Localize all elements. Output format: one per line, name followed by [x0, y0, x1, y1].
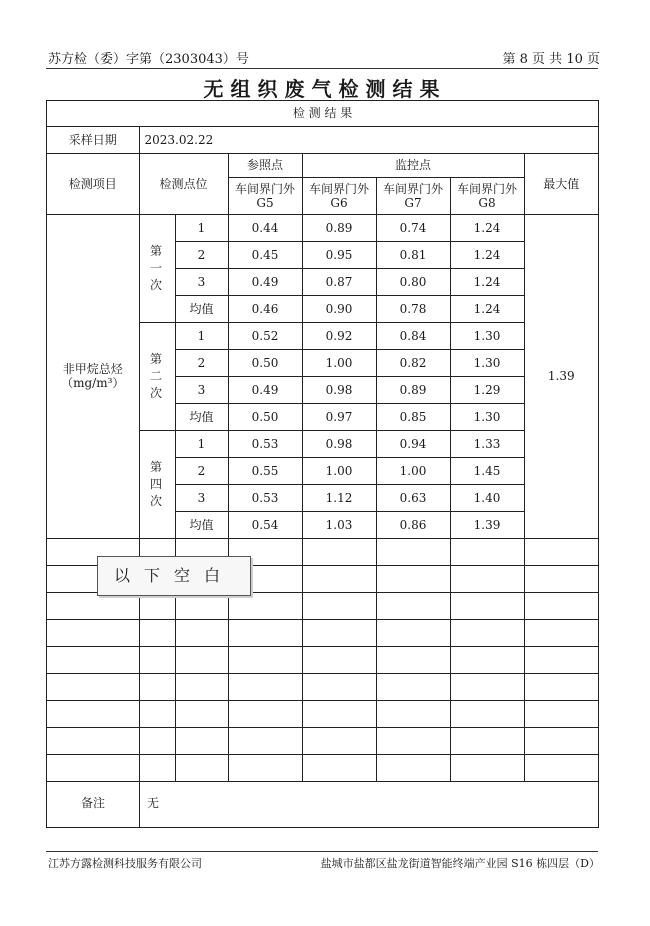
round-label-char: 第 [149, 351, 164, 366]
round-label [139, 430, 175, 538]
footer-rule [46, 851, 598, 852]
empty-cell [524, 700, 598, 727]
blank-below-stamp: 以下空白 [97, 556, 251, 596]
col-max-header: 最大值 [524, 153, 598, 214]
value-cell: 1.30 [450, 322, 524, 349]
sample-index: 1 [175, 322, 228, 349]
value-cell: 0.50 [228, 403, 302, 430]
empty-cell [376, 646, 450, 673]
empty-cell [302, 673, 376, 700]
value-cell: 0.80 [376, 268, 450, 295]
sample-index: 2 [175, 349, 228, 376]
value-cell: 1.00 [376, 457, 450, 484]
value-cell: 0.90 [302, 295, 376, 322]
empty-cell [228, 673, 302, 700]
item-cell [47, 214, 139, 538]
round-label-char: 次 [149, 493, 164, 508]
empty-cell [175, 673, 228, 700]
empty-row [47, 619, 598, 646]
col-item-header: 检测项目 [47, 153, 139, 214]
empty-cell [47, 592, 139, 619]
round-label [139, 322, 175, 430]
page-indicator: 第 8 页 共 10 页 [502, 52, 600, 67]
value-cell: 1.12 [302, 484, 376, 511]
round-label-char: 一 [149, 260, 164, 275]
empty-cell [175, 754, 228, 781]
value-cell: 0.55 [228, 457, 302, 484]
empty-cell [524, 646, 598, 673]
value-cell: 0.81 [376, 241, 450, 268]
value-cell: 0.97 [302, 403, 376, 430]
empty-cell [376, 619, 450, 646]
sample-index: 3 [175, 268, 228, 295]
empty-cell [139, 700, 175, 727]
empty-cell [175, 592, 228, 619]
value-cell: 1.30 [450, 403, 524, 430]
report-number: 苏方检（委）字第（2303043）号 [48, 52, 249, 67]
item-name: 非甲烷总烃 [62, 362, 123, 376]
empty-cell [450, 538, 524, 565]
sample-index: 2 [175, 457, 228, 484]
point-header: 车间界门外 G6 [302, 177, 376, 214]
value-cell: 0.49 [228, 376, 302, 403]
value-cell: 0.53 [228, 484, 302, 511]
empty-cell [47, 700, 139, 727]
value-cell: 0.84 [376, 322, 450, 349]
empty-row [47, 592, 598, 619]
empty-cell [302, 565, 376, 592]
value-cell: 0.92 [302, 322, 376, 349]
document-title: 无组织废气检测结果 [203, 77, 447, 101]
point-header: 车间界门外 G5 [228, 177, 302, 214]
round-label-char: 第 [149, 243, 164, 258]
value-cell: 0.50 [228, 349, 302, 376]
empty-cell [175, 619, 228, 646]
value-cell: 1.30 [450, 349, 524, 376]
empty-cell [524, 673, 598, 700]
sample-index: 3 [175, 484, 228, 511]
value-cell: 0.45 [228, 241, 302, 268]
empty-cell [524, 727, 598, 754]
value-cell: 1.24 [450, 214, 524, 241]
value-cell: 1.39 [450, 511, 524, 538]
empty-cell [376, 700, 450, 727]
empty-cell [450, 646, 524, 673]
empty-cell [175, 700, 228, 727]
results-table [47, 101, 598, 782]
max-value: 1.39 [524, 214, 598, 538]
sample-index: 均值 [175, 511, 228, 538]
sample-index: 均值 [175, 295, 228, 322]
ref-group-header: 参照点 [228, 153, 302, 177]
value-cell: 0.95 [302, 241, 376, 268]
round-label-char: 次 [149, 277, 164, 292]
empty-cell [302, 619, 376, 646]
empty-cell [376, 754, 450, 781]
empty-cell [47, 619, 139, 646]
empty-cell [139, 592, 175, 619]
value-cell: 0.74 [376, 214, 450, 241]
empty-cell [524, 538, 598, 565]
sample-index: 2 [175, 241, 228, 268]
round-label-char: 二 [149, 368, 164, 383]
empty-cell [302, 646, 376, 673]
results-frame [46, 100, 599, 828]
value-cell: 0.82 [376, 349, 450, 376]
empty-cell [139, 754, 175, 781]
point-header: 车间界门外 G8 [450, 177, 524, 214]
empty-cell [302, 592, 376, 619]
empty-cell [139, 646, 175, 673]
empty-cell [139, 673, 175, 700]
empty-cell [450, 565, 524, 592]
value-cell: 1.00 [302, 457, 376, 484]
empty-cell [175, 646, 228, 673]
sample-index: 均值 [175, 403, 228, 430]
empty-row [47, 646, 598, 673]
empty-cell [376, 565, 450, 592]
sample-index: 3 [175, 376, 228, 403]
empty-cell [175, 727, 228, 754]
value-cell: 0.98 [302, 430, 376, 457]
value-cell: 0.53 [228, 430, 302, 457]
empty-cell [376, 592, 450, 619]
col-point-header: 检测点位 [139, 153, 228, 214]
round-label-char: 第 [149, 459, 164, 474]
item-unit: （mg/m³） [61, 376, 125, 390]
empty-cell [450, 673, 524, 700]
empty-cell [47, 646, 139, 673]
value-cell: 0.78 [376, 295, 450, 322]
round-label-char: 次 [149, 385, 164, 400]
mon-group-header: 监控点 [302, 153, 524, 177]
value-cell: 1.33 [450, 430, 524, 457]
value-cell: 0.98 [302, 376, 376, 403]
empty-cell [376, 673, 450, 700]
remark-value: 无 [147, 796, 160, 810]
empty-cell [228, 754, 302, 781]
section-title: 检 测 结 果 [47, 101, 598, 126]
round-label-char: 四 [149, 476, 164, 491]
empty-row [47, 754, 598, 781]
value-cell: 0.54 [228, 511, 302, 538]
value-cell: 0.89 [376, 376, 450, 403]
footer-company: 江苏方露检测科技服务有限公司 [48, 857, 202, 870]
empty-cell [47, 754, 139, 781]
empty-cell [302, 754, 376, 781]
value-cell: 0.86 [376, 511, 450, 538]
empty-cell [450, 727, 524, 754]
value-cell: 0.87 [302, 268, 376, 295]
empty-cell [228, 592, 302, 619]
empty-cell [47, 673, 139, 700]
value-cell: 0.63 [376, 484, 450, 511]
empty-cell [302, 700, 376, 727]
empty-row [47, 700, 598, 727]
remark-row [47, 779, 598, 827]
empty-cell [450, 754, 524, 781]
round-label [139, 214, 175, 322]
empty-cell [228, 619, 302, 646]
value-cell: 1.24 [450, 268, 524, 295]
value-cell: 0.49 [228, 268, 302, 295]
value-cell: 0.85 [376, 403, 450, 430]
empty-cell [450, 619, 524, 646]
value-cell: 1.00 [302, 349, 376, 376]
empty-cell [228, 646, 302, 673]
header-rule [46, 68, 598, 69]
empty-cell [524, 619, 598, 646]
value-cell: 0.94 [376, 430, 450, 457]
empty-cell [139, 619, 175, 646]
empty-cell [376, 727, 450, 754]
value-cell: 1.45 [450, 457, 524, 484]
value-cell: 0.44 [228, 214, 302, 241]
value-cell: 1.24 [450, 295, 524, 322]
remark-label: 备注 [47, 779, 140, 827]
footer-address: 盐城市盐都区盐龙街道智能终端产业园 S16 栋四层（D） [320, 857, 600, 870]
value-cell: 0.52 [228, 322, 302, 349]
empty-cell [450, 592, 524, 619]
empty-cell [302, 727, 376, 754]
empty-cell [47, 727, 139, 754]
empty-cell [376, 538, 450, 565]
empty-cell [524, 754, 598, 781]
empty-cell [450, 700, 524, 727]
sampling-date-label: 采样日期 [47, 126, 139, 153]
empty-cell [139, 727, 175, 754]
empty-cell [524, 565, 598, 592]
sampling-date: 2023.02.22 [139, 126, 598, 153]
sample-index: 1 [175, 430, 228, 457]
table-row [47, 214, 598, 241]
empty-cell [524, 592, 598, 619]
value-cell: 1.03 [302, 511, 376, 538]
sample-index: 1 [175, 214, 228, 241]
empty-row [47, 727, 598, 754]
empty-row [47, 673, 598, 700]
value-cell: 0.46 [228, 295, 302, 322]
point-header: 车间界门外 G7 [376, 177, 450, 214]
empty-cell [228, 700, 302, 727]
value-cell: 1.29 [450, 376, 524, 403]
empty-cell [302, 538, 376, 565]
value-cell: 1.24 [450, 241, 524, 268]
value-cell: 0.89 [302, 214, 376, 241]
empty-cell [228, 727, 302, 754]
value-cell: 1.40 [450, 484, 524, 511]
